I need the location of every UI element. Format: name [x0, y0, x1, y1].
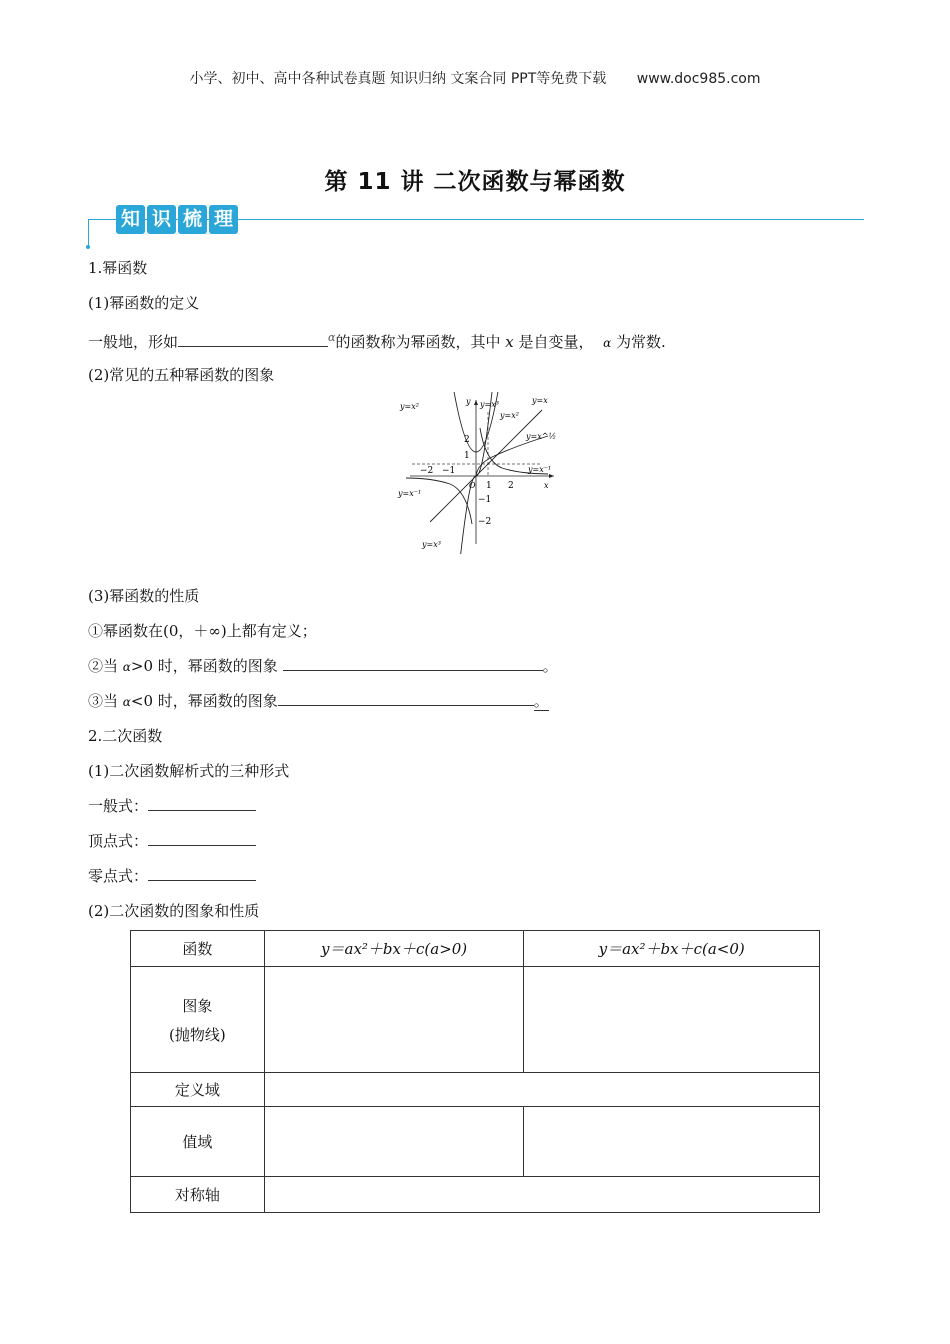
label-y-xinv-right: y=x⁻¹	[528, 465, 552, 474]
prop3-mid: <0 时，幂函数的图象	[130, 692, 278, 710]
prop3-end: 。	[533, 692, 549, 710]
prop2-alpha: α	[122, 660, 131, 674]
def-alpha2: α	[603, 336, 612, 350]
section-rule-dot	[86, 245, 90, 249]
s1-prop3	[88, 691, 549, 712]
prop3-alpha: α	[122, 695, 131, 709]
def-suffix2: 是自变量，	[518, 333, 594, 351]
section-rule-stem	[88, 219, 89, 247]
tick-neg2: −2	[420, 466, 434, 476]
s2-form1	[88, 796, 256, 816]
label-y-xhalf: y=x^½	[526, 432, 557, 441]
form2-label: 顶点式：	[88, 832, 149, 850]
origin-label: O	[469, 481, 476, 490]
s2-form3	[88, 866, 256, 886]
header-site[interactable]: www.doc985.com	[636, 71, 761, 87]
tick-y1: 1	[464, 451, 470, 461]
header-text: 小学、初中、高中各种试卷真题 知识归纳 文案合同 PPT等免费下载	[189, 71, 607, 87]
tick-y2: 2	[464, 435, 470, 445]
cell-graph-a-positive[interactable]	[264, 967, 524, 1073]
page-title: 第 11 讲 二次函数与幂函数	[324, 169, 626, 195]
tick-1: 1	[486, 481, 492, 491]
label-y-x: y=x	[532, 396, 548, 405]
curve-y-xinv-left	[406, 478, 472, 524]
axis-label-y: y	[466, 397, 471, 406]
def-prefix: 一般地，形如	[88, 333, 179, 351]
form1-blank[interactable]	[148, 796, 256, 811]
def-blank[interactable]	[178, 332, 328, 347]
label-y-x3-top: y=x³	[480, 400, 499, 409]
y-axis-arrow	[474, 400, 478, 405]
label-y-x2: y=x²	[400, 402, 419, 411]
cell-domain[interactable]	[264, 1073, 819, 1107]
row-label-graph-1: 图象	[182, 996, 213, 1015]
prop2-prefix: ②当	[88, 657, 119, 675]
def-suffix3: 为常数.	[615, 333, 666, 351]
quadratic-properties-table	[130, 930, 820, 1213]
label-y-xinv-left: y=x⁻¹	[398, 489, 422, 498]
badge-char: 识	[147, 205, 176, 234]
header-a-negative: y＝ax²＋bx＋c(a<0)	[524, 931, 820, 967]
form2-blank[interactable]	[148, 831, 256, 846]
s2-forms-heading: (1)二次函数解析式的三种形式	[88, 762, 290, 780]
x-axis-arrow	[549, 474, 554, 478]
s1-def-line	[88, 328, 666, 353]
label-y-x3-bottom: y=x³	[422, 540, 441, 549]
header-function: 函数	[131, 931, 265, 967]
cell-range-a-positive[interactable]	[264, 1107, 524, 1177]
prop2-blank[interactable]	[283, 656, 543, 671]
prop3-blank[interactable]	[278, 691, 534, 706]
badge-char: 知	[116, 205, 145, 234]
prop2-end: 。	[542, 657, 558, 675]
row-label-range: 值域	[131, 1107, 265, 1177]
def-suffix: 的函数称为幂函数，其中	[335, 333, 501, 351]
table-row	[131, 967, 820, 1073]
tick-2: 2	[508, 481, 514, 491]
form1-label: 一般式：	[88, 797, 149, 815]
form3-blank[interactable]	[148, 866, 256, 881]
table-row	[131, 1107, 820, 1177]
row-label-axis: 对称轴	[131, 1177, 265, 1213]
table-row	[131, 931, 820, 967]
power-function-graph	[392, 392, 564, 554]
s1-def-heading: (1)幂函数的定义	[88, 294, 200, 312]
s1-heading: 1.幂函数	[88, 259, 148, 277]
s2-table-heading: (2)二次函数的图象和性质	[88, 902, 260, 920]
axis-label-x: x	[544, 481, 549, 490]
tick-yneg1: −1	[478, 495, 492, 505]
def-x: x	[505, 333, 514, 351]
s1-prop1: ①幂函数在(0，＋∞)上都有定义；	[88, 622, 317, 640]
header-a-positive: y＝ax²＋bx＋c(a>0)	[264, 931, 524, 967]
table-row	[131, 1177, 820, 1213]
tick-neg1: −1	[442, 466, 456, 476]
row-label-domain: 定义域	[131, 1073, 265, 1107]
section-badge	[116, 205, 240, 234]
prop3-prefix: ③当	[88, 692, 119, 710]
s1-props-heading: (3)幂函数的性质	[88, 587, 200, 605]
cell-graph-a-negative[interactable]	[524, 967, 820, 1073]
s2-form2	[88, 831, 256, 851]
label-y-x2-b: y=x²	[500, 411, 519, 420]
table-row	[131, 1073, 820, 1107]
tick-yneg2: −2	[478, 517, 492, 527]
def-alpha: α	[328, 331, 336, 344]
page-header	[0, 68, 950, 88]
s1-prop2	[88, 656, 558, 677]
form3-label: 零点式：	[88, 867, 149, 885]
s1-graph-heading: (2)常见的五种幂函数的图象	[88, 366, 275, 384]
badge-char: 理	[209, 205, 238, 234]
row-label-graph	[131, 967, 265, 1073]
prop2-mid: >0 时，幂函数的图象	[130, 657, 278, 675]
badge-char: 梳	[178, 205, 207, 234]
cell-range-a-negative[interactable]	[524, 1107, 820, 1177]
row-label-graph-2: (抛物线)	[169, 1025, 226, 1044]
s2-heading: 2.二次函数	[88, 727, 163, 745]
cell-axis[interactable]	[264, 1177, 819, 1213]
